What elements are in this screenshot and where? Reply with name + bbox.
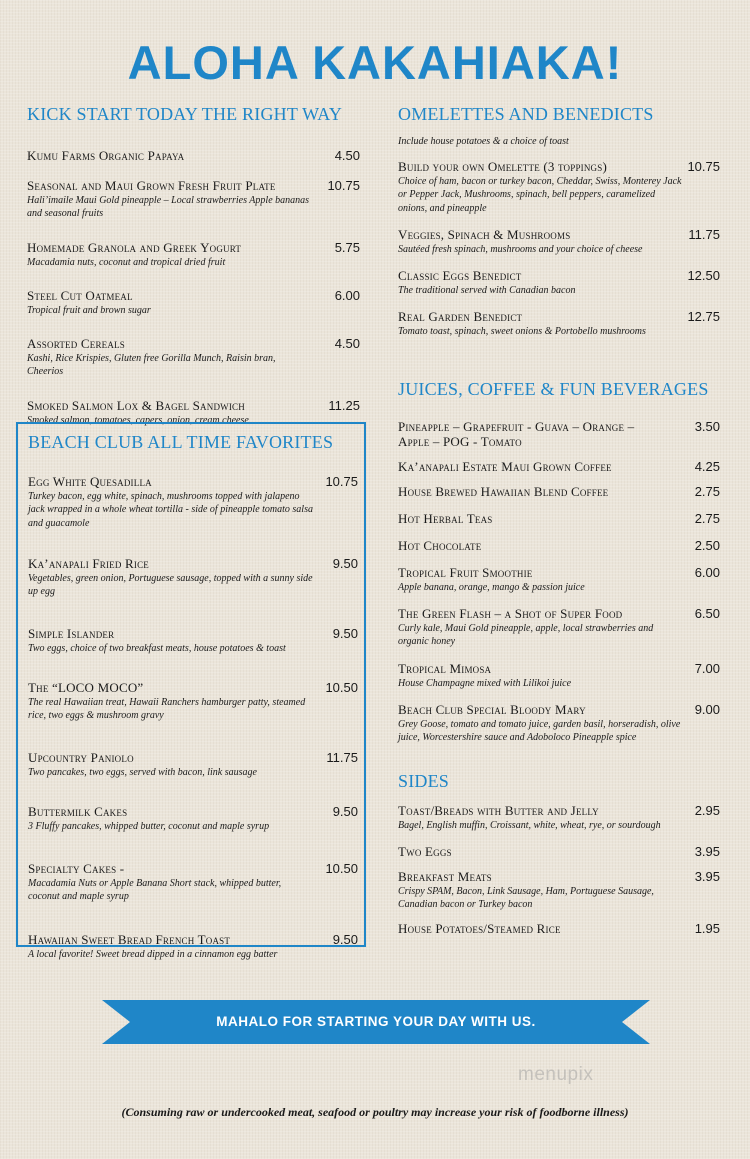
section-note: Include house potatoes & a choice of toast xyxy=(398,136,569,147)
item-description: Apple banana, orange, mango & passion juice xyxy=(398,581,585,593)
menu-item-row xyxy=(398,511,720,526)
menu-item-row xyxy=(28,474,358,489)
menu-list xyxy=(398,419,720,745)
item-name: Pineapple – Grapefruit - Guava – Orange – Apple – POG - Tomato xyxy=(398,418,635,449)
item-name: Kumu Farms Organic Papaya xyxy=(27,148,185,163)
item-description: 3 Fluffy pancakes, whipped butter, coconut and maple syrup xyxy=(28,820,270,832)
item-description: Tomato toast, spinach, sweet onions & Portobello mushrooms xyxy=(398,326,646,338)
menu-item xyxy=(398,921,720,936)
item-name: Real Garden Benedict xyxy=(398,309,523,325)
menu-item xyxy=(398,459,720,474)
kickstart-section xyxy=(27,104,360,427)
menu-item xyxy=(398,268,720,297)
menu-item-row xyxy=(28,626,358,641)
item-price: 9.50 xyxy=(332,626,358,642)
menu-item-row xyxy=(398,869,720,884)
item-name: Steel Cut Oatmeal xyxy=(27,287,133,303)
beverages-title: JUICES, COFFEE & FUN BEVERAGES xyxy=(398,378,709,399)
item-name: Specialty Cakes - xyxy=(28,860,125,876)
menu-item-row xyxy=(28,680,358,695)
item-name: Simple Islander xyxy=(28,626,115,642)
menu-item xyxy=(398,803,720,832)
item-name: Ka’anapali Fried Rice xyxy=(28,555,149,571)
item-price: 10.75 xyxy=(325,474,358,489)
item-price: 7.00 xyxy=(694,660,720,676)
menu-item xyxy=(27,178,360,221)
beverages-section xyxy=(398,379,720,745)
item-description: Choice of ham, bacon or turkey bacon, Cheddar, Swiss, Monterey Jack or Pepper Jack, Mushrooms, spinach, bell peppers, caramelized onions, and pineapple xyxy=(398,176,682,214)
item-name: Classic Eggs Benedict xyxy=(398,268,522,284)
menu-item xyxy=(28,861,358,904)
item-description: The traditional served with Canadian bacon xyxy=(398,285,576,297)
item-description: Tropical fruit and brown sugar xyxy=(27,304,151,316)
item-price: 9.00 xyxy=(694,701,720,717)
item-description: Two pancakes, two eggs, served with bacon, link sausage xyxy=(28,767,257,779)
item-name: The Green Flash – a Shot of Super Food xyxy=(398,606,623,622)
page-title: ALOHA KAKAHIAKA! xyxy=(127,36,623,89)
item-price: 11.25 xyxy=(328,397,360,413)
item-name: Egg White Quesadilla xyxy=(28,474,152,489)
menu-item-row xyxy=(28,861,358,876)
item-name: Hawaiian Sweet Bread French Toast xyxy=(28,931,231,947)
kickstart-title: KICK START TODAY THE RIGHT WAY xyxy=(27,104,343,124)
menu-item xyxy=(27,336,360,379)
menu-item-row xyxy=(27,398,360,413)
menu-item-row xyxy=(398,702,720,717)
item-price: 9.50 xyxy=(332,555,358,571)
menu-item-row xyxy=(398,538,720,553)
menu-item-row xyxy=(28,556,358,571)
item-description: A local favorite! Sweet bread dipped in a cinnamon egg batter xyxy=(28,948,278,960)
menu-item xyxy=(398,606,720,649)
menu-item-row xyxy=(398,565,720,580)
menu-item xyxy=(398,565,720,594)
item-description: House Champagne mixed with Lilikoi juice xyxy=(398,677,572,689)
item-price: 5.75 xyxy=(334,239,360,255)
menu-item-row xyxy=(398,159,720,174)
menu-list xyxy=(27,148,360,427)
item-price: 4.25 xyxy=(694,458,720,474)
item-name: Breakfast Meats xyxy=(398,868,492,884)
menu-item xyxy=(28,804,358,833)
menu-item-row xyxy=(398,803,720,818)
menu-list xyxy=(28,474,358,961)
menu-item xyxy=(28,474,358,530)
item-name: House Potatoes/Steamed Rice xyxy=(398,921,561,937)
menu-item xyxy=(27,288,360,317)
item-price: 3.95 xyxy=(694,868,720,884)
omelettes-title: OMELETTES AND BENEDICTS xyxy=(398,104,654,124)
menu-item xyxy=(27,148,360,163)
sides-section xyxy=(398,771,720,937)
item-price: 11.75 xyxy=(688,226,720,242)
menu-item-row xyxy=(398,268,720,283)
menu-item xyxy=(398,511,720,526)
thank-you-banner xyxy=(102,1000,650,1044)
item-name: Toast/Breads with Butter and Jelly xyxy=(398,802,599,818)
item-price: 12.50 xyxy=(687,268,720,284)
item-price: 2.75 xyxy=(694,483,720,499)
menu-item xyxy=(28,626,358,655)
watermark-logo: menupix xyxy=(518,1064,594,1085)
item-name: Tropical Fruit Smoothie xyxy=(398,564,533,580)
item-name: Beach Club Special Bloody Mary xyxy=(398,701,586,717)
item-description: Sautéed fresh spinach, mushrooms and your choice of cheese xyxy=(398,243,643,255)
item-price: 6.50 xyxy=(694,606,720,622)
item-price: 9.50 xyxy=(332,803,358,819)
item-price: 2.75 xyxy=(694,510,720,526)
menu-item-row xyxy=(398,459,720,474)
menu-item-row xyxy=(27,336,360,351)
menu-item-row xyxy=(398,606,720,621)
item-name: The “LOCO MOCO” xyxy=(28,679,144,695)
item-description: Kashi, Rice Krispies, Gluten free Gorilla Munch, Raisin bran, Cheerios xyxy=(27,353,276,378)
menu-item xyxy=(398,227,720,256)
menu-item-row xyxy=(398,844,720,859)
menu-item xyxy=(398,869,720,912)
menu-item xyxy=(398,538,720,553)
item-price: 12.75 xyxy=(687,309,720,325)
item-description: Grey Goose, tomato and tomato juice, garden basil, horseradish, olive juice, Worcestershire sauce and Adoboloco Pineapple spice xyxy=(398,718,681,744)
item-name: Hot Herbal Teas xyxy=(398,510,493,526)
menu-item xyxy=(28,750,358,779)
menu-item xyxy=(398,484,720,499)
item-price: 10.75 xyxy=(327,178,360,193)
item-description: Macadamia nuts, coconut and tropical dried fruit xyxy=(27,256,226,268)
item-price: 10.50 xyxy=(325,860,358,876)
menu-item-row xyxy=(398,309,720,324)
item-name: House Brewed Hawaiian Blend Coffee xyxy=(398,483,609,499)
menu-list xyxy=(398,803,720,937)
item-price: 6.00 xyxy=(694,564,720,580)
menu-item-row xyxy=(28,804,358,819)
menu-item-row xyxy=(398,921,720,936)
item-price: 10.50 xyxy=(325,679,358,695)
menu-list xyxy=(398,159,720,339)
menu-item-row xyxy=(28,932,358,947)
item-name: Tropical Mimosa xyxy=(398,660,492,676)
menu-item-row xyxy=(398,484,720,499)
item-price: 10.75 xyxy=(687,159,720,174)
item-name: Seasonal and Maui Grown Fresh Fruit Plate xyxy=(27,178,276,193)
item-price: 2.95 xyxy=(694,802,720,818)
item-price: 1.95 xyxy=(694,921,720,937)
menu-item xyxy=(28,932,358,961)
menu-item xyxy=(398,159,720,215)
menu-item-row xyxy=(27,178,360,193)
menu-item-row xyxy=(27,240,360,255)
item-description: Crispy SPAM, Bacon, Link Sausage, Ham, Portuguese Sausage, Canadian bacon or Turkey bacon xyxy=(398,885,654,911)
item-description: Curly kale, Maui Gold pineapple, apple, local strawberries and organic honey xyxy=(398,623,654,648)
item-description: Vegetables, green onion, Portuguese sausage, topped with a sunny side up egg xyxy=(28,572,313,598)
menu-item xyxy=(398,702,720,745)
item-description: Hali’imaile Maui Gold pineapple – Local strawberries Apple bananas and seasonal fruits xyxy=(27,195,310,220)
item-description: Bagel, English muffin, Croissant, white, wheat, rye, or sourdough xyxy=(398,819,661,831)
menu-item-row xyxy=(398,419,720,449)
item-description: Two eggs, choice of two breakfast meats, house potatoes & toast xyxy=(28,643,286,655)
omelettes-section xyxy=(398,104,720,339)
item-description: Macadamia Nuts or Apple Banana Short stack, whipped butter, coconut and maple syrup xyxy=(28,877,282,903)
favorites-title: BEACH CLUB ALL TIME FAVORITES xyxy=(28,432,334,452)
item-description: Smoked salmon, tomatoes, capers, onion, cream cheese xyxy=(27,414,249,426)
menu-item xyxy=(28,680,358,723)
item-name: Veggies, Spinach & Mushrooms xyxy=(398,226,571,242)
menu-item-row xyxy=(27,288,360,303)
menu-item xyxy=(398,661,720,690)
menu-item xyxy=(398,419,720,449)
item-price: 2.50 xyxy=(694,537,720,553)
menu-item-row xyxy=(398,227,720,242)
menu-item-row xyxy=(28,750,358,765)
menu-item-row xyxy=(398,661,720,676)
item-description: Turkey bacon, egg white, spinach, mushrooms topped with jalapeno jack wrapped in a whole wheat tortilla - side of pineapple tomato salsa and guacamole xyxy=(28,491,313,529)
item-price: 4.50 xyxy=(334,148,360,163)
menu-item xyxy=(28,556,358,599)
item-price: 3.50 xyxy=(694,418,720,434)
favorites-box xyxy=(16,422,366,960)
item-price: 3.95 xyxy=(694,843,720,859)
item-name: Homemade Granola and Greek Yogurt xyxy=(27,239,242,255)
item-price: 9.50 xyxy=(332,931,358,947)
item-name: Build your own Omelette (3 toppings) xyxy=(398,159,607,174)
item-name: Ka’anapali Estate Maui Grown Coffee xyxy=(398,458,612,474)
item-name: Two Eggs xyxy=(398,843,452,859)
right-column xyxy=(398,104,720,936)
item-name: Smoked Salmon Lox & Bagel Sandwich xyxy=(27,397,245,413)
item-name: Hot Chocolate xyxy=(398,537,482,553)
item-name: Upcountry Paniolo xyxy=(28,750,134,766)
menu-item xyxy=(27,240,360,269)
menu-item xyxy=(398,844,720,859)
item-description: The real Hawaiian treat, Hawaii Ranchers hamburger patty, steamed rice, two eggs & mushroom gravy xyxy=(28,696,306,722)
item-name: Buttermilk Cakes xyxy=(28,803,128,819)
item-price: 4.50 xyxy=(334,336,360,352)
menu-item xyxy=(398,309,720,338)
banner-text: MAHALO FOR STARTING YOUR DAY WITH US. xyxy=(216,1014,536,1029)
sides-title: SIDES xyxy=(398,770,450,791)
menu-item-row xyxy=(27,148,360,163)
health-disclaimer: (Consuming raw or undercooked meat, seafood or poultry may increase your risk of foodborne illness) xyxy=(121,1105,629,1119)
item-price: 11.75 xyxy=(326,750,358,766)
item-price: 6.00 xyxy=(334,287,360,303)
item-name: Assorted Cereals xyxy=(27,336,125,352)
